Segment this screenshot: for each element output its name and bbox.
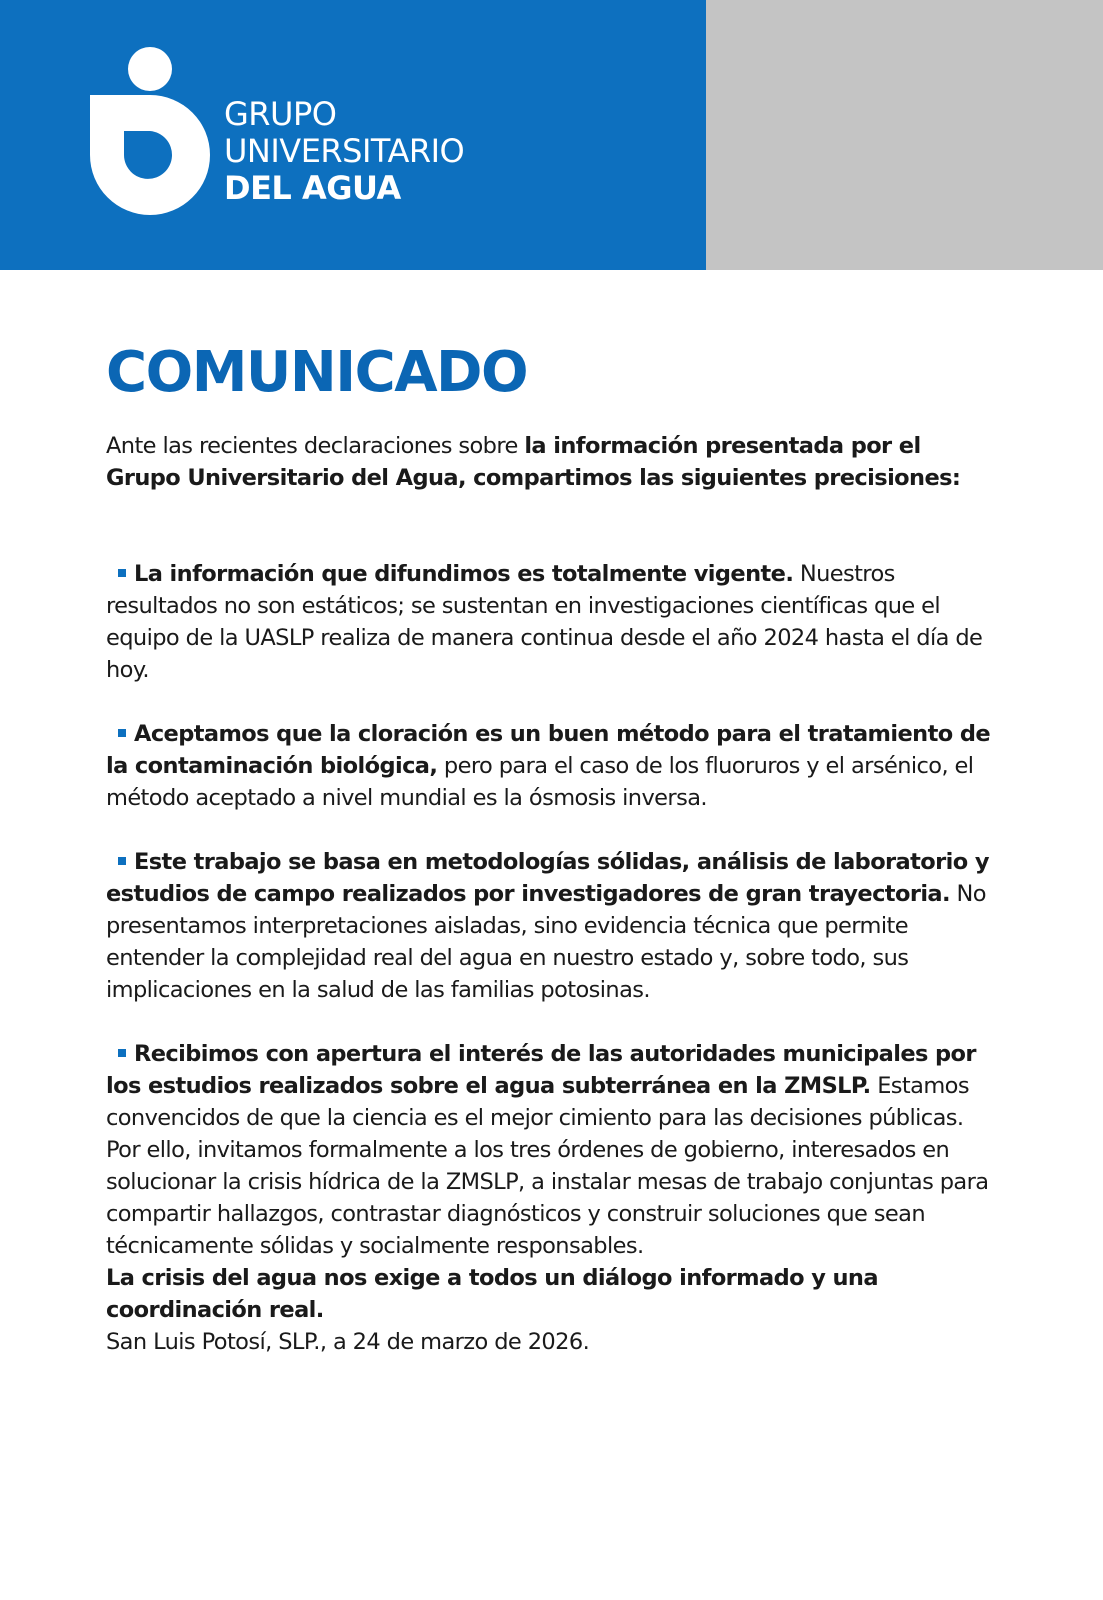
logo-wordmark — [224, 96, 464, 207]
item-text: Nuestros resultados no son estáticos; se sustentan en investigaciones científicas que el equipo de la UASLP realiza de manera continua desde el año 2024 hasta el día de hoy. — [106, 561, 983, 683]
page-title: COMUNICADO — [106, 340, 528, 405]
dateline: San Luis Potosí, SLP., a 24 de marzo de 2026. — [106, 1329, 590, 1355]
item-bold-text: Aceptamos que la cloración es un buen método para el tratamiento de la contaminación biológica, — [106, 721, 991, 779]
list-item — [106, 558, 996, 686]
closing-statement: La crisis del agua nos exige a todos un diálogo informado y una coordinación real. — [106, 1265, 878, 1323]
intro-bold-text: la información presentada por el Grupo Universitario del Agua, compartimos las siguientes precisiones: — [106, 433, 961, 491]
gua-logo-icon — [90, 45, 210, 215]
list-item — [106, 1038, 996, 1262]
list-item — [106, 846, 996, 1006]
statement-body — [106, 430, 996, 1358]
item-bold-text: La información que difundimos es totalmente vigente. — [134, 561, 794, 587]
item-bold-text: Este trabajo se basa en metodologías sólidas, análisis de laboratorio y estudios de campo realizados por investigadores de gran trayectoria. — [106, 849, 989, 907]
header-gray-panel — [706, 0, 1103, 270]
points-list — [106, 558, 996, 1262]
logo-line-3: DEL AGUA — [224, 169, 401, 207]
logo-line-2: UNIVERSITARIO — [224, 132, 465, 170]
bullet-icon — [118, 857, 126, 865]
header-banner — [0, 0, 1103, 270]
list-item — [106, 718, 996, 814]
item-text: pero para el caso de los fluoruros y el arsénico, el método aceptado a nivel mundial es la ósmosis inversa. — [106, 753, 974, 811]
bullet-icon — [118, 569, 126, 577]
bullet-icon — [118, 1049, 126, 1057]
item-text: No presentamos interpretaciones aisladas, sino evidencia técnica que permite entender la complejidad real del agua en nuestro estado y, sobre todo, sus implicaciones en la salud de las familias potosinas. — [106, 881, 986, 1003]
intro-text: Ante las recientes declaraciones sobre — [106, 433, 525, 459]
item-text: Estamos convencidos de que la ciencia es el mejor cimiento para las decisiones públicas. Por ello, invitamos formalmente a los tres órdenes de gobierno, interesados en solucionar la crisis hídrica de la ZMSLP, a instalar mesas de trabajo conjuntas para compartir hallazgos, contrastar diagnósticos y construir soluciones que sean técnicamente sólidas y socialmente responsables. — [106, 1073, 989, 1259]
bullet-icon — [118, 729, 126, 737]
logo-line-1: GRUPO — [224, 95, 337, 133]
intro-paragraph — [106, 430, 996, 494]
item-bold-text: Recibimos con apertura el interés de las autoridades municipales por los estudios realizados sobre el agua subterránea en la ZMSLP. — [106, 1041, 976, 1099]
